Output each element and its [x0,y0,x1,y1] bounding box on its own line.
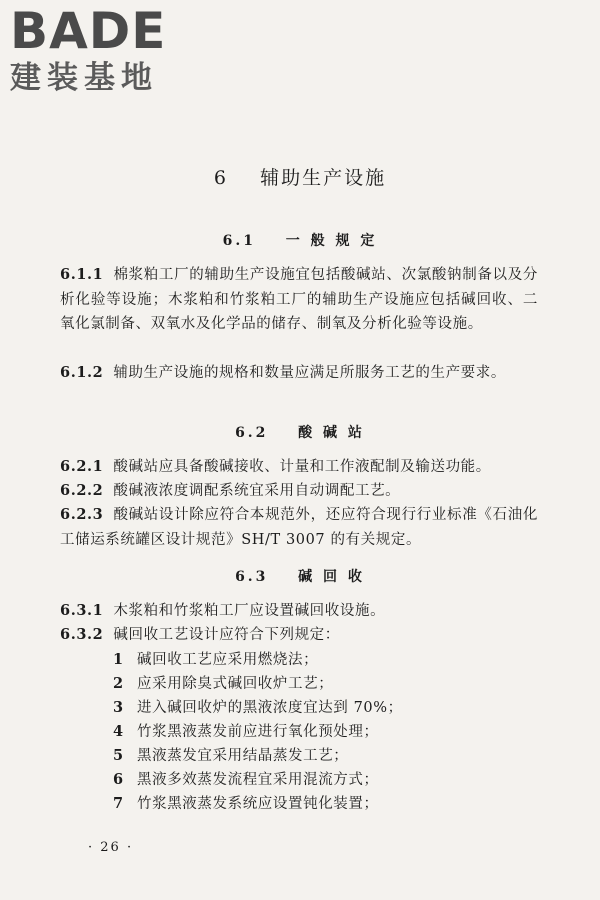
clause-number: 6.2.3 [60,506,104,523]
list-item [113,722,543,742]
section-number: 6.2 [235,425,269,441]
list-item [113,674,543,694]
clause-text: 酸碱液浓度调配系统宜采用自动调配工艺。 [113,483,401,499]
item-number: 5 [113,747,124,764]
list-item [113,746,543,766]
clause-text: 碱回收工艺设计应符合下列规定： [113,627,340,643]
list-item [113,650,543,670]
section-title-text: 酸 碱 站 [298,425,365,441]
list-item [113,770,543,790]
clause-number: 6.1.1 [60,266,104,283]
clause-text: 酸碱站应具备酸碱接收、计量和工作液配制及输送功能。 [113,459,491,475]
clause-number: 6.3.1 [60,602,104,619]
clause-6-1-2 [60,361,538,386]
section-title-text: 一 般 规 定 [285,233,378,249]
item-number: 4 [113,723,124,740]
item-text: 黑液多效蒸发流程宜采用混流方式； [137,772,379,788]
section-number: 6.3 [235,569,269,585]
clause-6-1-1 [60,263,538,337]
chapter-number: 6 [213,167,228,189]
section-title-text: 碱 回 收 [298,569,365,585]
section-heading-6-3 [0,566,600,586]
section-number: 6.1 [222,233,256,249]
section-heading-6-2 [0,422,600,442]
item-text: 进入碱回收炉的黑液浓度宜达到 70%； [137,700,403,716]
item-number: 2 [113,675,124,692]
clause-6-2-2 [60,479,538,504]
item-text: 竹浆黑液蒸发系统应设置钝化装置； [137,796,379,812]
item-text: 竹浆黑液蒸发前应进行氧化预处理； [137,724,379,740]
chapter-title [0,163,600,190]
chapter-title-text: 辅助生产设施 [260,167,387,189]
clause-number: 6.1.2 [60,364,104,381]
logo-wordmark: BADE [10,2,167,60]
clause-text: 酸碱站设计除应符合本规范外，还应符合现行行业标准《石油化工储运系统罐区设计规范》SH/T 3007 的有关规定。 [60,507,538,548]
clause-6-2-1 [60,455,538,480]
item-number: 7 [113,795,124,812]
clause-6-3-1 [60,599,538,624]
item-number: 1 [113,651,124,668]
clause-text: 棉浆粕工厂的辅助生产设施宜包括酸碱站、次氯酸钠制备以及分析化验等设施；木浆粕和竹浆粕工厂的辅助生产设施应包括碱回收、二氧化氯制备、双氧水及化学品的储存、制氧及分析化验等设施。 [60,267,538,332]
list-item [113,698,543,718]
item-number: 6 [113,771,124,788]
list-item [113,794,543,814]
bade-logo [10,4,166,96]
clause-number: 6.2.2 [60,482,104,499]
clause-text: 辅助生产设施的规格和数量应满足所服务工艺的生产要求。 [113,365,506,381]
section-heading-6-1 [0,230,600,250]
clause-6-2-3 [60,503,538,552]
logo-subtitle: 建装基地 [10,60,158,96]
item-text: 应采用除臭式碱回收炉工艺； [137,676,334,692]
clause-number: 6.2.1 [60,458,104,475]
clause-6-3-2 [60,623,538,648]
item-text: 碱回收工艺应采用燃烧法； [137,652,319,668]
clause-number: 6.3.2 [60,626,104,643]
item-text: 黑液蒸发宜采用结晶蒸发工艺； [137,748,349,764]
item-number: 3 [113,699,124,716]
clause-text: 木浆粕和竹浆粕工厂应设置碱回收设施。 [113,603,386,619]
page-number: · 26 · [88,840,134,855]
